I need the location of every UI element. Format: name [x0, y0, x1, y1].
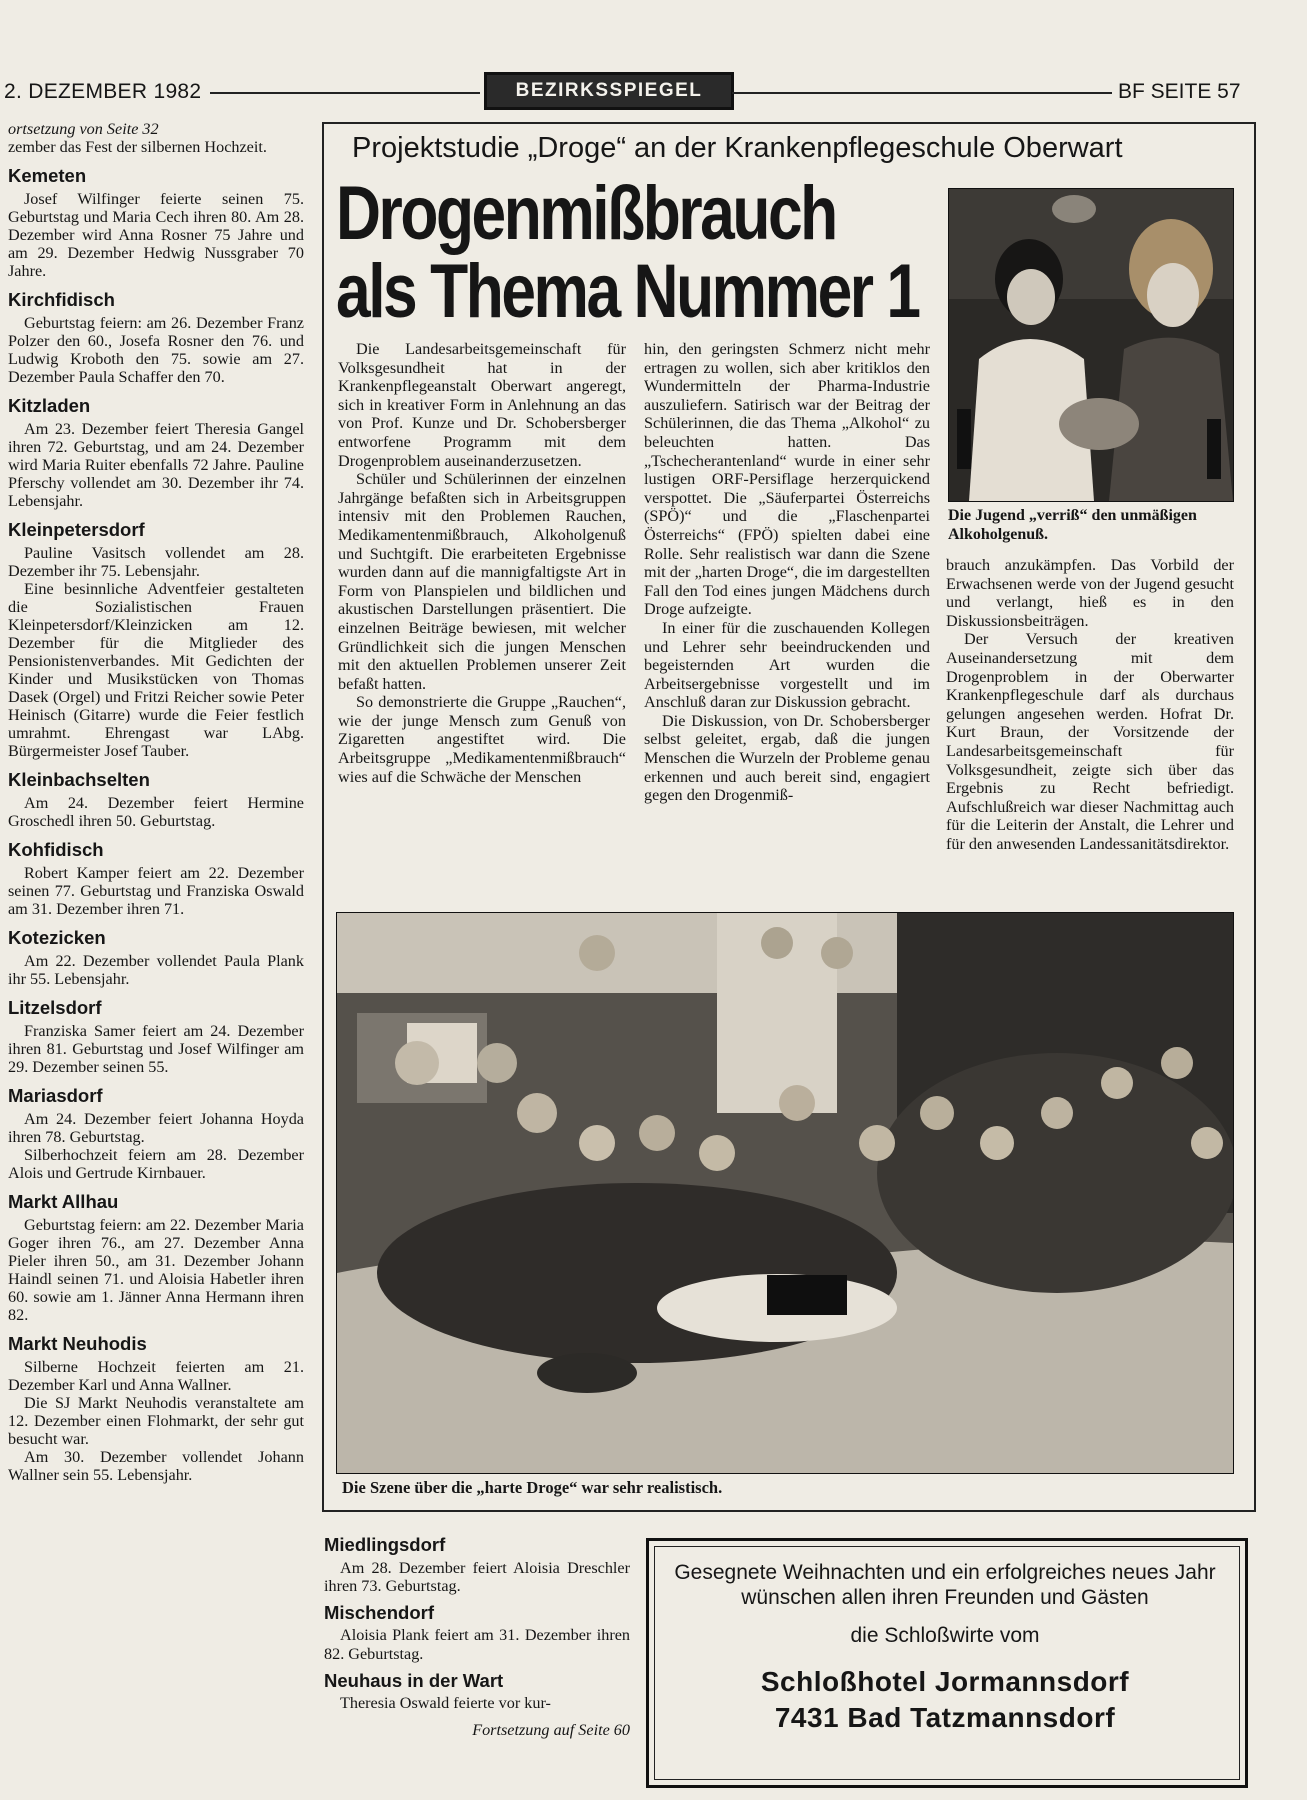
- place-heading: Neuhaus in der Wart: [324, 1669, 504, 1691]
- article-paragraph: So demonstrierte die Gruppe „Rauchen“, wie der junge Mensch zum Genuß von Zigaretten angestiftet wird. Die Arbeitsgruppe „Medikamentenmißbrauch“ wies auf die Schwäche der Menschen: [338, 693, 626, 786]
- intro-text: zember das Fest der silbernen Hochzeit.: [8, 138, 267, 156]
- issue-date: 2. DEZEMBER 1982: [4, 80, 202, 103]
- headline-line-1: Drogenmißbrauch: [336, 171, 836, 256]
- photo-drug-scene: [336, 912, 1234, 1474]
- photo-young-people-image: [949, 189, 1233, 501]
- photo-caption-top: Die Jugend „verriß“ den unmäßigen Alkoholgenuß.: [948, 507, 1197, 543]
- continuation-note: Fortsetzung auf Seite 60: [472, 1720, 630, 1739]
- place-heading: Kleinbachselten: [8, 769, 150, 790]
- article-paragraph: hin, den geringsten Schmerz nicht mehr ertragen zu wollen, sich aber kritiklos den Wundermitteln der Pharma-Industrie auszuliefern. Satirisch war der Beitrag der Schülerinnen, die das Thema „Alkohol“ zu beleuchten hatten. Das „Tschecherantenland“ wurde in einer sehr lustigen ORF-Persiflage herzerquickend verspottet. Die „Säuferpartei Österreichs (SPÖ)“ und die „Flaschenpartei Österreichs“ (FPÖ) spielten dabei eine Rolle. Sehr realistisch war dann die Szene mit der „harten Droge“, die im dargestellten Fall den Tod eines jungen Mädchens durch Droge aufzeigte.: [644, 340, 930, 619]
- photo-drug-scene-image: [337, 913, 1233, 1473]
- ad-greeting: Gesegnete Weihnachten und ein erfolgreiches neues Jahr wünschen allen ihren Freunden und Gästen: [674, 1561, 1216, 1609]
- place-text: Am 30. Dezember vollendet Johann Wallner sein 55. Lebensjahr.: [8, 1448, 304, 1484]
- left-column-birthdays: [8, 120, 304, 1484]
- place-text: Die SJ Markt Neuhodis veranstaltete am 12. Dezember einen Flohmarkt, der sehr gut besucht war.: [8, 1394, 304, 1448]
- place-text: Aloisia Plank feiert am 31. Dezember ihren 82. Geburtstag.: [324, 1626, 630, 1663]
- article-column-1: [338, 340, 626, 786]
- place-text: Am 22. Dezember vollendet Paula Plank ihr 55. Lebensjahr.: [8, 952, 304, 988]
- article-paragraph: Die Landesarbeitsgemeinschaft für Volksgesundheit hat in der Krankenpflegeanstalt Oberwart angeregt, sich in kreativer Form in Anlehnung an das von Prof. Kunze und Dr. Schobersberger entworfene Programm mit dem Drogenproblem auseinanderzusetzen.: [338, 340, 626, 470]
- place-heading: Kitzladen: [8, 395, 91, 416]
- place-heading: Miedlingsdorf: [324, 1534, 446, 1555]
- ad-hotel-name: [660, 1664, 1230, 1736]
- header-rule-right: [732, 92, 1112, 94]
- continuation-note: ortsetzung von Seite 32: [8, 120, 159, 138]
- left-entries-list: [8, 166, 304, 1484]
- place-text: Josef Wilfinger feierte seinen 75. Geburtstag und Maria Cech ihren 80. Am 28. Dezember wird Anna Rosner 75 Jahre und am 29. Dezember Hedwig Nussgraber 70 Jahre.: [8, 190, 304, 280]
- article-column-2: [644, 340, 930, 805]
- hotel-name: Schloßhotel Jormannsdorf: [760, 1666, 1130, 1697]
- place-heading: Mischendorf: [324, 1601, 434, 1623]
- section-title: BEZIRKSSPIEGEL: [484, 72, 734, 110]
- place-text: Am 28. Dezember feiert Aloisia Dreschler ihren 73. Geburtstag.: [324, 1558, 630, 1596]
- article-paragraph: Die Diskussion, von Dr. Schobersberger selbst geleitet, ergab, daß die jungen Menschen die Wurzeln der Probleme genau erkennen und auch bereit sind, engagiert gegen den Drogenmiß-: [644, 711, 930, 805]
- place-text: Silberhochzeit feiern am 28. Dezember Alois und Gertrude Kirnbauer.: [8, 1146, 304, 1182]
- photo-young-people: [948, 188, 1234, 502]
- place-text: Am 24. Dezember feiert Hermine Groschedl ihren 50. Geburtstag.: [8, 794, 304, 830]
- place-heading: Kirchfidisch: [8, 289, 115, 310]
- place-heading: Markt Neuhodis: [8, 1333, 147, 1354]
- header-rule-left: [210, 92, 480, 94]
- article-headline: [336, 171, 919, 334]
- ad-subline: die Schloßwirte vom: [850, 1624, 1040, 1647]
- place-text: Am 23. Dezember feiert Theresia Gangel ihren 72. Geburtstag, und am 24. Dezember wird Maria Ruiter ebenfalls 72 Jahre. Pauline Pferschy vollendet am 30. Dezember ihr 74. Lebensjahr.: [8, 420, 304, 510]
- place-heading: Litzelsdorf: [8, 997, 102, 1018]
- photo-caption-main: Die Szene über die „harte Droge“ war sehr realistisch.: [342, 1478, 723, 1497]
- place-text: Pauline Vasitsch vollendet am 28. Dezember ihr 75. Lebensjahr.: [8, 544, 304, 580]
- place-heading: Kohfidisch: [8, 839, 104, 860]
- place-text: Am 24. Dezember feiert Johanna Hoyda ihren 78. Geburtstag.: [8, 1110, 304, 1146]
- place-heading: Mariasdorf: [8, 1085, 103, 1106]
- place-heading: Kleinpetersdorf: [8, 519, 145, 540]
- hotel-town: 7431 Bad Tatzmannsdorf: [774, 1702, 1116, 1733]
- page-header: [0, 72, 1307, 112]
- place-heading: Kotezicken: [8, 927, 106, 948]
- article-paragraph: Schüler und Schülerinnen der einzelnen Jahrgänge befaßten sich in Arbeitsgruppen intensiv mit den Problemen Rauchen, Medikamentenmißbrauch, Alkoholgenuß und Suchtgift. Die erarbeiteten Ergebnisse wurden dann auf die mannigfaltigste Art in Form von Planspielen und bildlichen und akustischen Darstellungen präsentiert. Die einzelnen Beiträge bewiesen, mit welcher Gründlichkeit sich die jungen Menschen mit den aktuellen Problemen unserer Zeit befaßt hatten.: [338, 470, 626, 693]
- place-text: Theresia Oswald feierte vor kur-: [340, 1694, 551, 1713]
- article-paragraph: Der Versuch der kreativen Auseinandersetzung mit dem Drogenproblem in der Oberwarter Krankenpflegeschule darf als durchaus gelungen angesehen werden. Hofrat Dr. Kurt Braun, der Vorsitzende der Landesarbeitsgemeinschaft für Volksgesundheit, zeigte sich über das Ergebnis zu Recht befriedigt. Aufschlußreich war dieser Nachmittag auch für die Leiterin der Anstalt, die Lehrer und für den anwesenden Landessanitätsdirektor.: [946, 630, 1234, 853]
- page-number: BF SEITE 57: [1118, 80, 1241, 103]
- place-text: Silberne Hochzeit feierten am 21. Dezember Karl und Anna Wallner.: [8, 1358, 304, 1394]
- place-text: Franziska Samer feiert am 24. Dezember ihren 81. Geburtstag und Josef Wilfinger am 29. Dezember seinen 55.: [8, 1022, 304, 1076]
- place-text: Robert Kamper feiert am 22. Dezember seinen 77. Geburtstag und Franziska Oswald am 31. Dezember ihren 71.: [8, 864, 304, 918]
- place-text: Geburtstag feiern: am 26. Dezember Franz Polzer den 60., Josefa Rosner den 76. und Ludwig Kroboth den 75. sowie am 27. Dezember Paula Schaffer den 70.: [8, 314, 304, 386]
- article-paragraph: In einer für die zuschauenden Kollegen und Lehrer sehr beeindruckenden und begeisternden Art wurden die Arbeitsergebnisse vorgestellt und im Anschluß daran zur Diskussion gebracht.: [644, 618, 930, 712]
- headline-line-2: als Thema Nummer 1: [336, 249, 919, 334]
- article-kicker: Projektstudie „Droge“ an der Krankenpflegeschule Oberwart: [352, 132, 1123, 164]
- place-heading: Kemeten: [8, 165, 87, 186]
- place-text: Geburtstag feiern: am 22. Dezember Maria Goger ihren 76., am 27. Dezember Anna Pieler ihren 50., am 31. Dezember Johann Haindl seinen 71. und Aloisia Habetler ihren 60. sowie am 1. Jänner Anna Hermann ihren 82.: [8, 1216, 304, 1324]
- article-column-3: [946, 556, 1234, 854]
- article-paragraph: brauch anzukämpfen. Das Vorbild der Erwachsenen werde von der Jugend gesucht und verlangt, hieß es in den Diskussionsbeiträgen.: [946, 556, 1234, 630]
- bottom-middle-birthdays: [324, 1528, 630, 1739]
- place-heading: Markt Allhau: [8, 1191, 119, 1212]
- place-text: Eine besinnliche Adventfeier gestalteten die Sozialistischen Frauen Kleinpetersdorf/Kleinzicken am 12. Dezember für die Mitglieder des Pensionistenverbandes. Mit Gedichten der Kinder und Musikstücken von Thomas Dasek (Orgel) und Fritzi Reicher sowie Peter Heinisch (Gitarre) wurde die Feier festlich umrahmt. Ehrengast war LAbg. Bürgermeister Josef Tauber.: [8, 580, 304, 760]
